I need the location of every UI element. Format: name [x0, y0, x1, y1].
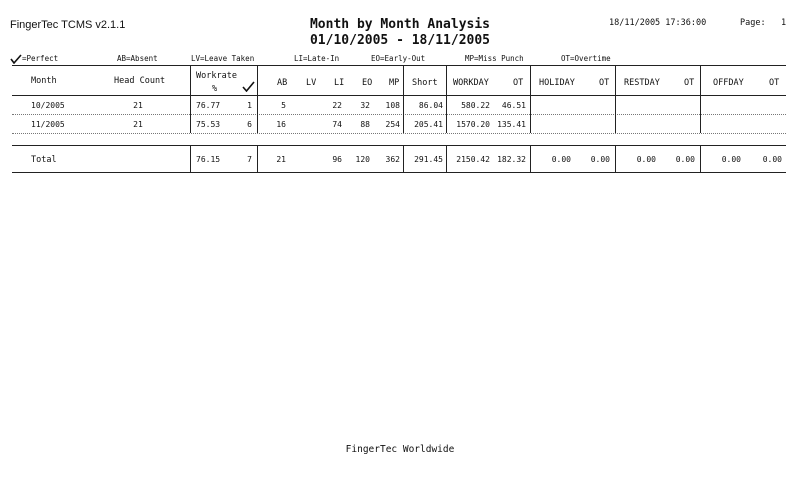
total-restday: 0.00: [636, 155, 656, 164]
col-header-offday: OFFDAY: [713, 78, 744, 88]
total-workrate: 76.15: [196, 155, 221, 164]
cell-workrate: 76.77: [196, 101, 221, 110]
col-header-restday: RESTDAY: [624, 78, 660, 88]
report-title: Month by Month Analysis: [309, 17, 490, 32]
col-divider: [530, 145, 531, 172]
page-label: Page:: [740, 18, 766, 28]
cell-workday: 580.22: [461, 101, 490, 110]
row-divider: [12, 114, 786, 115]
page-number: 1: [780, 18, 787, 28]
cell-mp: 254: [385, 120, 400, 129]
total-holiday: 0.00: [551, 155, 571, 164]
cell-head-count: 21: [133, 120, 143, 129]
col-divider: [700, 145, 701, 172]
col-divider: [700, 65, 701, 133]
col-header-workday-ot: OT: [513, 78, 524, 88]
header-bottom-border: [12, 95, 786, 96]
cell-short: 205.41: [414, 120, 443, 129]
legend-absent: AB=Absent: [117, 54, 158, 63]
checkmark-icon: [10, 54, 22, 64]
cell-li: 74: [332, 120, 342, 129]
col-divider: [403, 145, 404, 172]
cell-workday: 1570.20: [456, 120, 490, 129]
col-header-holiday-ot: OT: [599, 78, 610, 88]
col-divider: [615, 65, 616, 133]
legend-miss-punch: MP=Miss Punch: [465, 54, 524, 63]
legend-perfect: [10, 54, 58, 64]
total-label: Total: [31, 155, 57, 165]
col-header-workrate: Workrate: [196, 71, 237, 81]
total-holiday-ot: 0.00: [590, 155, 610, 164]
cell-perfect: 1: [247, 101, 252, 110]
app-name: FingerTec TCMS v2.1.1: [10, 19, 126, 31]
col-header-restday-ot: OT: [684, 78, 695, 88]
table-top-border: [12, 65, 786, 66]
cell-perfect: 6: [247, 120, 252, 129]
cell-month: 11/2005: [31, 120, 65, 129]
total-mp: 362: [385, 155, 400, 164]
col-header-li: LI: [334, 78, 345, 88]
printed-datetime: 18/11/2005 17:36:00: [609, 18, 707, 28]
total-top-border: [12, 145, 786, 146]
col-header-ab: AB: [277, 78, 288, 88]
col-divider: [257, 145, 258, 172]
col-header-mp: MP: [389, 78, 400, 88]
total-li: 96: [332, 155, 342, 164]
col-divider: [403, 65, 404, 133]
total-offday-ot: 0.00: [762, 155, 782, 164]
col-header-offday-ot: OT: [769, 78, 780, 88]
total-restday-ot: 0.00: [675, 155, 695, 164]
cell-short: 86.04: [418, 101, 443, 110]
legend-perfect-label: =Perfect: [22, 54, 59, 63]
page-indicator: [740, 18, 786, 28]
col-header-short: Short: [412, 78, 438, 88]
cell-ab: 5: [281, 101, 286, 110]
cell-head-count: 21: [133, 101, 143, 110]
cell-mp: 108: [385, 101, 400, 110]
total-workday-ot: 182.32: [497, 155, 526, 164]
cell-li: 22: [332, 101, 342, 110]
col-header-head-count: Head Count: [114, 76, 166, 86]
total-short: 291.45: [414, 155, 443, 164]
total-ab: 21: [276, 155, 286, 164]
cell-ab: 16: [276, 120, 286, 129]
cell-workday-ot: 135.41: [497, 120, 526, 129]
col-divider: [446, 145, 447, 172]
row-divider: [12, 133, 786, 134]
total-offday: 0.00: [721, 155, 741, 164]
total-eo: 120: [355, 155, 370, 164]
checkmark-icon: [242, 81, 255, 92]
col-header-month: Month: [31, 76, 57, 86]
col-header-holiday: HOLIDAY: [539, 78, 575, 88]
col-divider: [446, 65, 447, 133]
col-header-eo: EO: [362, 78, 373, 88]
cell-workrate: 75.53: [196, 120, 221, 129]
col-divider: [615, 145, 616, 172]
legend-late-in: LI=Late-In: [294, 54, 340, 63]
cell-month: 10/2005: [31, 101, 65, 110]
col-divider: [190, 145, 191, 172]
cell-workday-ot: 46.51: [501, 101, 526, 110]
legend-leave: LV=Leave Taken: [191, 54, 255, 63]
total-perfect: 7: [247, 155, 252, 164]
col-divider: [190, 65, 191, 133]
legend-overtime: OT=Overtime: [561, 54, 611, 63]
total-workday: 2150.42: [456, 155, 490, 164]
legend-early-out: EO=Early-Out: [371, 54, 426, 63]
col-header-workrate-unit: %: [212, 84, 218, 94]
col-divider: [530, 65, 531, 133]
total-bottom-border: [12, 172, 786, 173]
report-footer: FingerTec Worldwide: [345, 444, 455, 455]
col-header-workday: WORKDAY: [453, 78, 489, 88]
report-date-range: 01/10/2005 - 18/11/2005: [309, 33, 490, 48]
cell-eo: 88: [360, 120, 370, 129]
cell-eo: 32: [360, 101, 370, 110]
col-header-lv: LV: [306, 78, 317, 88]
col-divider: [257, 65, 258, 133]
